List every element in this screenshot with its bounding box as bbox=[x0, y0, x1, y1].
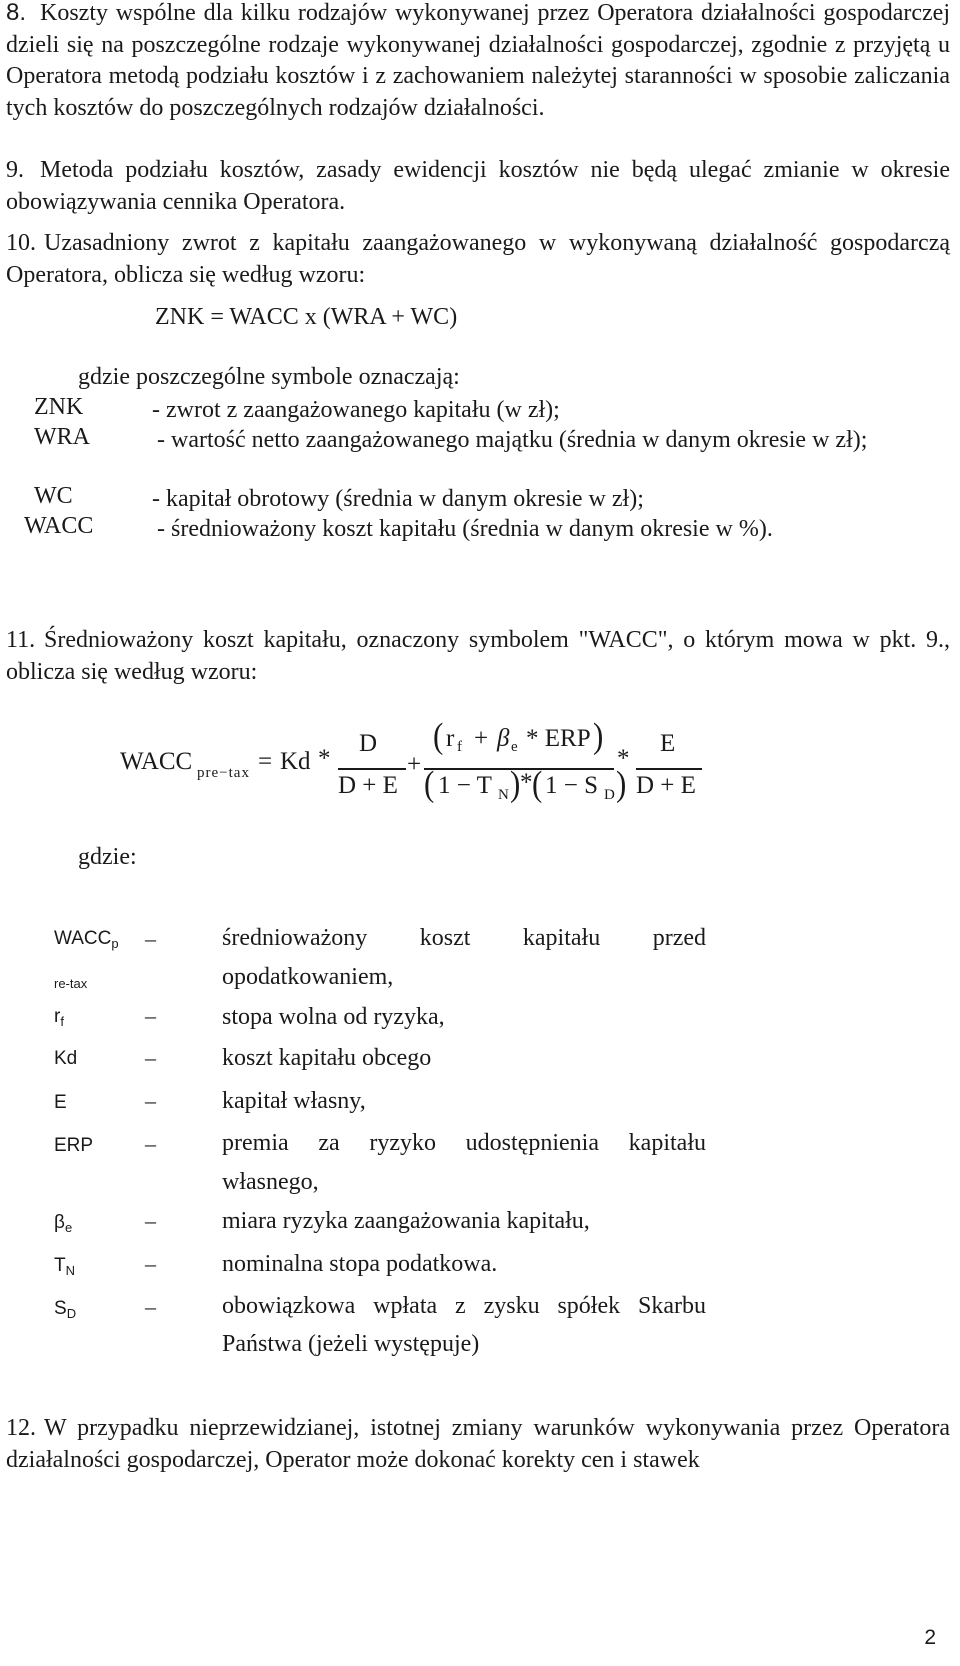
formula-plus: + bbox=[407, 751, 422, 778]
paren-open: ( bbox=[433, 715, 444, 756]
symbol-definition: miara ryzyka zaangażowania kapitału, bbox=[222, 1208, 590, 1234]
symbol-dash: – bbox=[145, 1088, 156, 1113]
znk-formula: ZNK = WACC x (WRA + WC) bbox=[155, 304, 458, 330]
page-number: 2 bbox=[924, 1626, 936, 1649]
formula-multiply: * bbox=[617, 745, 630, 772]
symbol-definition: Państwa (jeżeli występuje) bbox=[222, 1331, 480, 1357]
symbol-dash: – bbox=[145, 1208, 156, 1233]
symbol-dash: – bbox=[145, 1045, 156, 1070]
symbol: $S_D$ bbox=[54, 1298, 77, 1321]
frac3-numerator: E bbox=[660, 730, 676, 757]
formula-lhs-subscript: pre−tax bbox=[197, 765, 250, 781]
symbol: $T_N$ bbox=[54, 1255, 75, 1278]
rf-symbol: r bbox=[446, 725, 455, 752]
symbol-dash: – bbox=[145, 926, 156, 951]
def-term-wacc: WACC bbox=[24, 513, 94, 539]
symbol-dash: – bbox=[145, 1251, 156, 1276]
frac3-denominator: D + E bbox=[636, 772, 696, 799]
paren-close: ) bbox=[616, 763, 627, 804]
frac3-line bbox=[636, 768, 702, 770]
paragraph-9 bbox=[6, 155, 950, 218]
symbol-definition: koszt kapitału obcego bbox=[222, 1045, 432, 1071]
symbol-definition: opodatkowaniem, bbox=[222, 964, 394, 990]
symbol-definition: nominalna stopa podatkowa. bbox=[222, 1251, 498, 1277]
symbol-dash: – bbox=[145, 1131, 156, 1156]
paragraph-12 bbox=[6, 1413, 950, 1476]
symbol-definition: średnioważony koszt kapitału przed bbox=[222, 925, 706, 951]
def-term-znk: ZNK bbox=[34, 394, 84, 420]
symbol-definition: obowiązkowa wpłata z zysku spółek Skarbu bbox=[222, 1293, 706, 1319]
paragraph-text: Koszty wspólne dla kilku rodzajów wykonywanej przez Operatora działalności gospodarczej dzieli się na poszczególne rodzaje wykonywanej działalności gospodarczej, zgodnie z przyjętą u Operatora metodą podziału kosztów i z zachowaniem należytej staranności w sposobie zaliczania tych kosztów do poszczególnych rodzajów działalności. bbox=[6, 0, 950, 122]
plus-sign: + bbox=[474, 725, 489, 752]
paragraph-number: 8. bbox=[6, 0, 27, 26]
paragraph-11 bbox=[6, 625, 950, 688]
def-text-znk: - zwrot z zaangażowanego kapitału (w zł); bbox=[152, 397, 560, 423]
formula-equals: = bbox=[258, 748, 273, 775]
paren-close: ) bbox=[510, 763, 521, 804]
paragraph-text: Średnioważony koszt kapitału, oznaczony symbolem "WACC", o którym mowa w pkt. 9., oblicza się według wzoru: bbox=[6, 627, 950, 685]
symbol-definition: kapitał własny, bbox=[222, 1088, 366, 1114]
symbols-intro: gdzie poszczególne symbole oznaczają: bbox=[78, 364, 460, 390]
def-text-wacc: - średnioważony koszt kapitału (średnia w danym okresie w %). bbox=[157, 516, 773, 542]
formula-lhs: WACC bbox=[120, 748, 193, 775]
formula-kd: Kd bbox=[280, 748, 311, 775]
symbol-definition: premia za ryzyko udostępnienia kapitału bbox=[222, 1130, 706, 1156]
formula-multiply: * bbox=[318, 745, 331, 772]
symbol-dash: – bbox=[145, 1003, 156, 1028]
erp-term: * ERP bbox=[526, 725, 591, 752]
frac1-line bbox=[338, 768, 406, 770]
paragraph-text: W przypadku nieprzewidzianej, istotnej zmiany warunków wykonywania przez Operatora działalności gospodarczej, Operator może dokonać korekty cen i stawek bbox=[6, 1415, 950, 1473]
where-label: gdzie: bbox=[78, 844, 137, 870]
beta-subscript: e bbox=[511, 739, 518, 755]
symbol: $r_f$ bbox=[54, 1006, 64, 1029]
paragraph-number: 11. bbox=[6, 627, 36, 653]
symbol: $\beta_e$ bbox=[54, 1212, 73, 1235]
symbol-continuation: re-tax bbox=[54, 976, 88, 991]
rf-subscript: f bbox=[457, 739, 462, 755]
multiply-sign: * bbox=[520, 769, 533, 796]
paragraph-text: Metoda podziału kosztów, zasady ewidencji kosztów nie będą ulegać zmianie w okresie obowiązywania cennika Operatora. bbox=[6, 157, 950, 215]
paren-close: ) bbox=[593, 715, 604, 756]
sd-term: 1 − S bbox=[545, 772, 599, 799]
paragraph-text: Uzasadniony zwrot z kapitału zaangażowanego w wykonywaną działalność gospodarczą Operatora, oblicza się według wzoru: bbox=[6, 230, 950, 288]
symbol: $WACC_p$ bbox=[54, 928, 119, 951]
def-term-wc: WC bbox=[34, 483, 73, 509]
beta-symbol: β bbox=[497, 725, 510, 752]
symbol: ERP bbox=[54, 1135, 94, 1156]
frac1-denominator: D + E bbox=[338, 772, 398, 799]
paragraph-number: 10. bbox=[6, 230, 36, 256]
symbol-definition: własnego, bbox=[222, 1169, 319, 1195]
paragraph-8 bbox=[6, 0, 950, 125]
tn-subscript: N bbox=[498, 787, 509, 803]
def-term-wra: WRA bbox=[34, 424, 90, 450]
paragraph-10 bbox=[6, 228, 950, 291]
symbol-dash: – bbox=[145, 1294, 156, 1319]
paragraph-number: 9. bbox=[6, 157, 24, 183]
symbol: E bbox=[54, 1092, 67, 1113]
paren-open: ( bbox=[424, 763, 435, 804]
paragraph-number: 12. bbox=[6, 1415, 36, 1441]
symbol-definition: stopa wolna od ryzyka, bbox=[222, 1004, 445, 1030]
def-text-wra: - wartość netto zaangażowanego majątku (średnia w danym okresie w zł); bbox=[157, 427, 868, 453]
paren-open: ( bbox=[532, 763, 543, 804]
symbol: Kd bbox=[54, 1048, 78, 1069]
sd-subscript: D bbox=[604, 787, 615, 803]
tn-term: 1 − T bbox=[438, 772, 492, 799]
frac1-numerator: D bbox=[359, 730, 378, 757]
def-text-wc: - kapitał obrotowy (średnia w danym okresie w zł); bbox=[152, 486, 644, 512]
